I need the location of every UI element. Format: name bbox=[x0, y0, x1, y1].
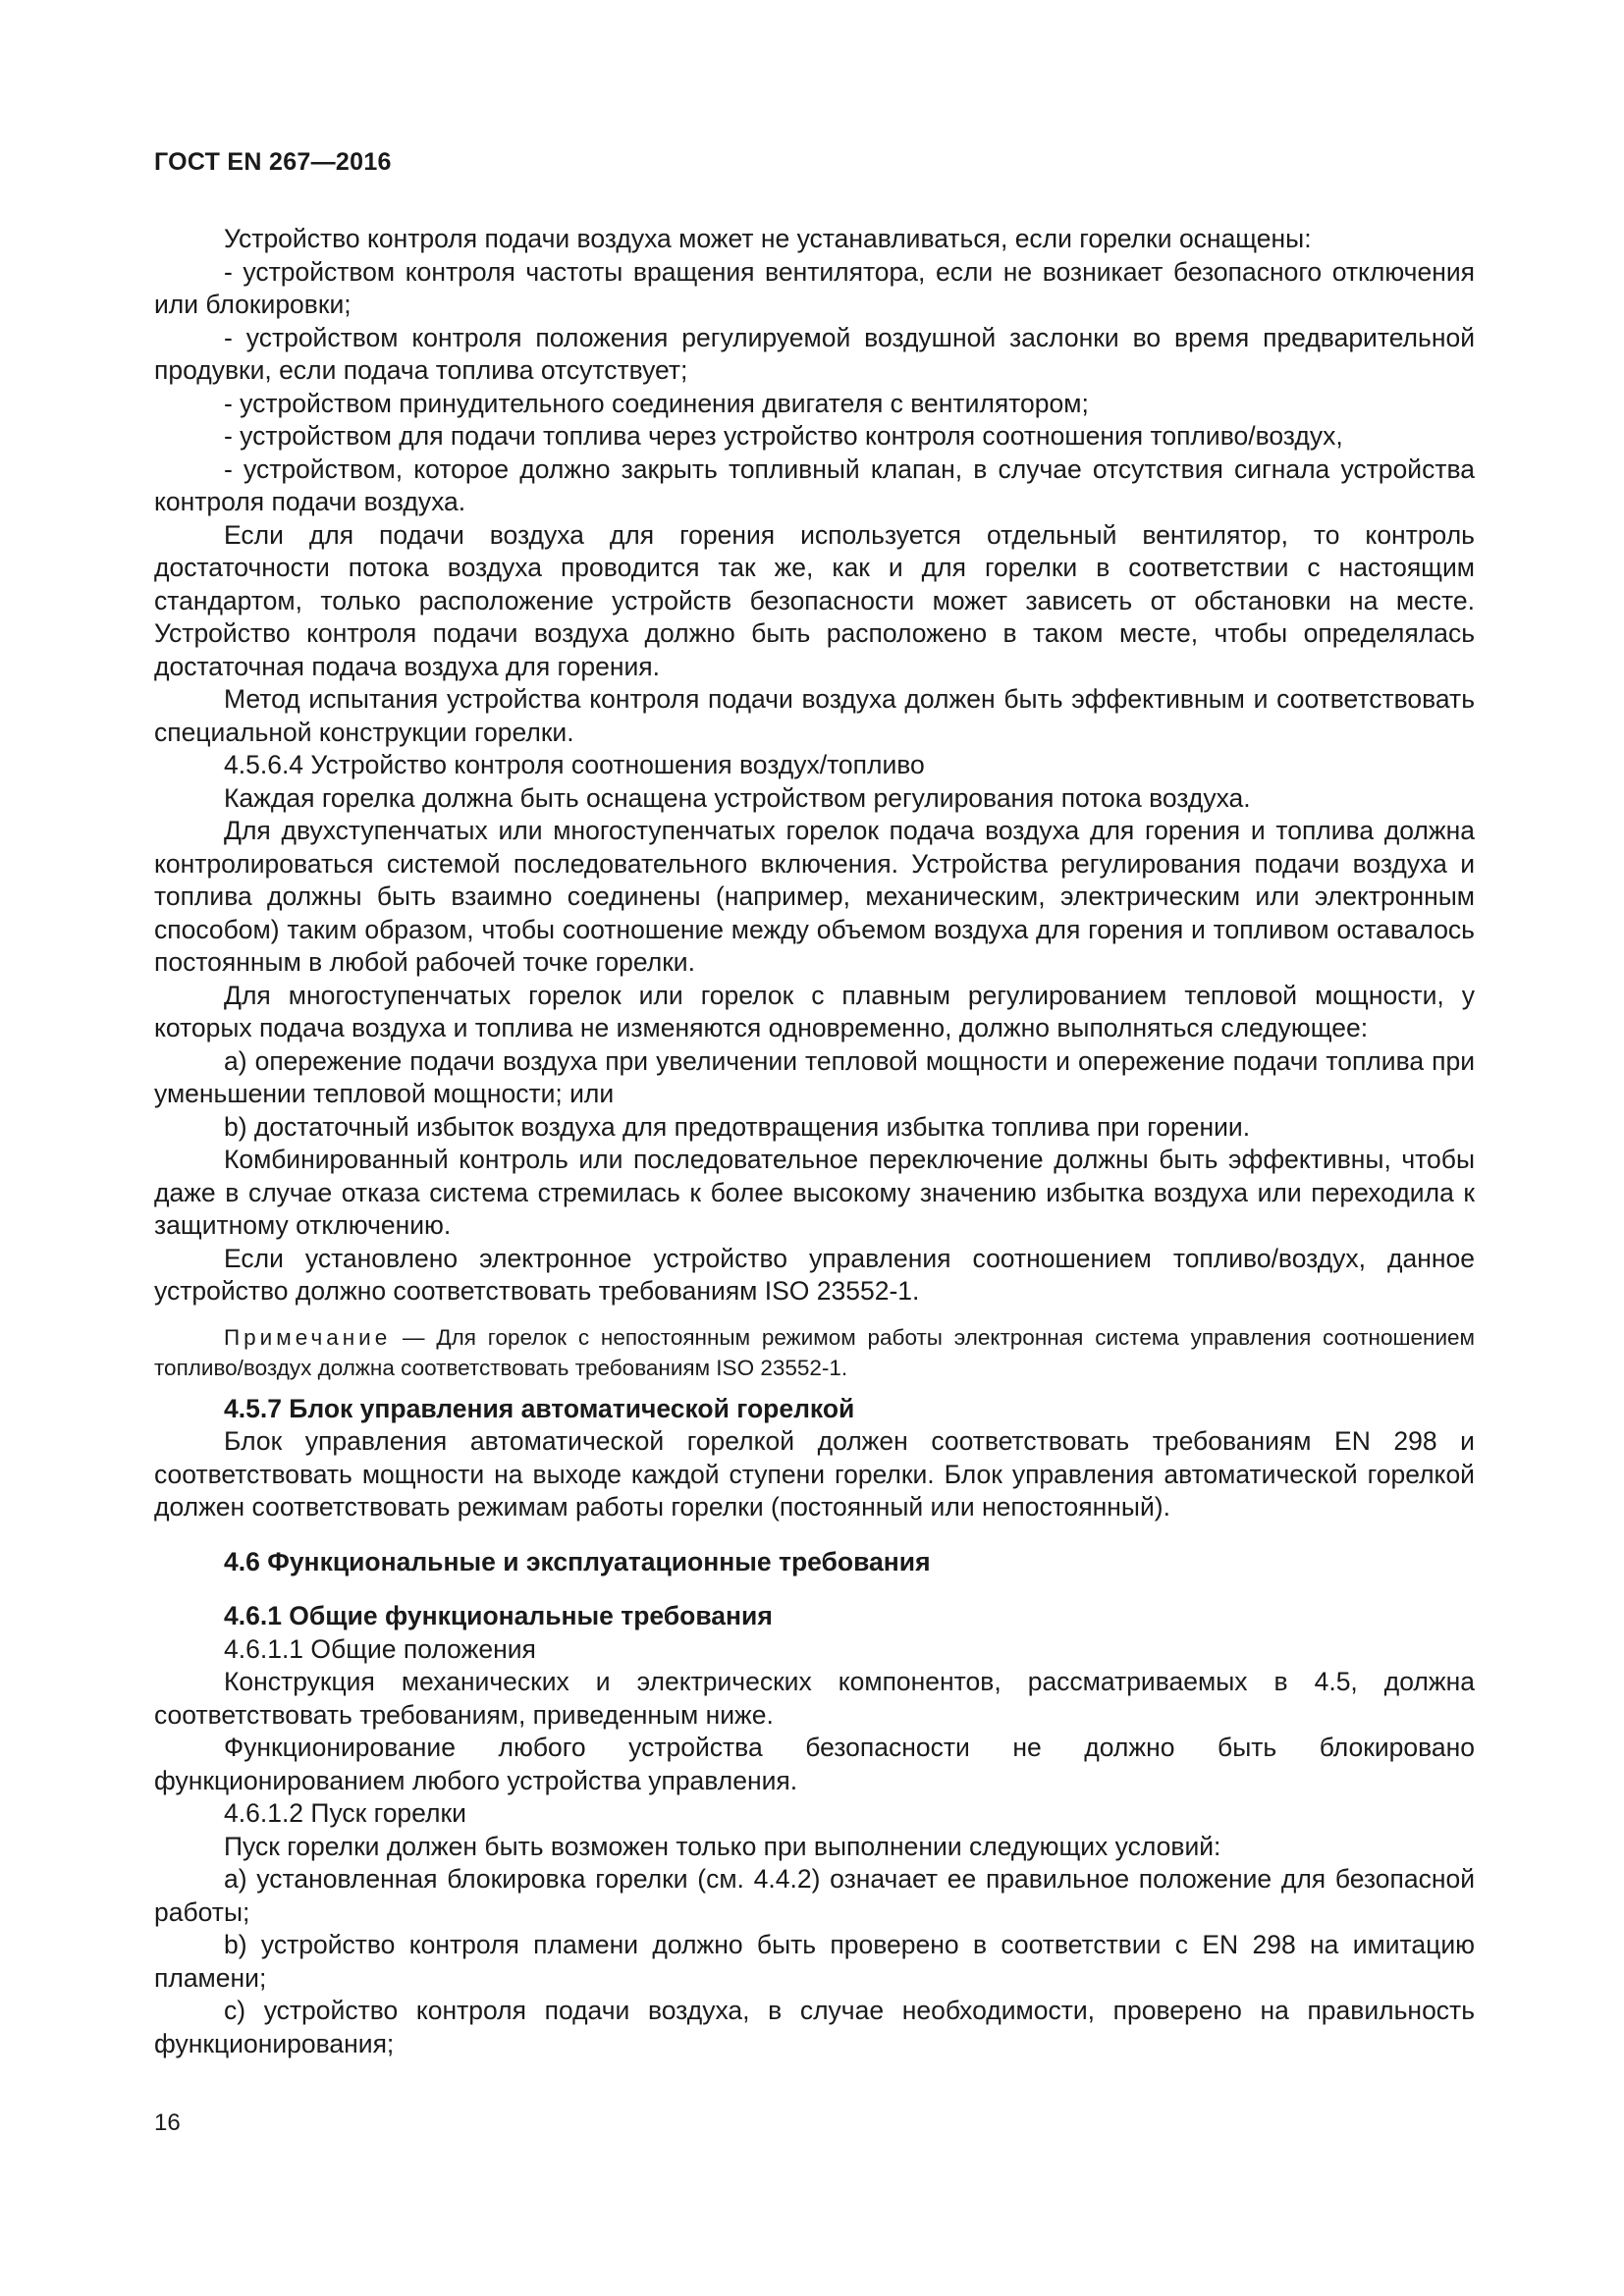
paragraph: Конструкция механических и электрических компонентов, рассматриваемых в 4.5, должна соответствовать требованиям, приведенным ниже. bbox=[154, 1667, 1475, 1730]
paragraph: Для двухступенчатых или многоступенчатых горелок подача воздуха для горения и топлива должна контролироваться системой последовательного включения. Устройства регулирования подачи воздуха и топлива должны быть взаимно соединены (например, механическим, электрическим или электронным способом) таким образом, чтобы соотношение между объемом воздуха для горения и топливом оставалось постоянным в любой рабочей точке горелки. bbox=[154, 816, 1475, 977]
paragraph: Комбинированный контроль или последовательное переключение должны быть эффективны, чтобы даже в случае отказа система стремилась к более высокому значению избытка воздуха или переходила к защитному отключению. bbox=[154, 1145, 1475, 1240]
section-heading: 4.6 Функциональные и эксплуатационные требования bbox=[224, 1546, 931, 1576]
clause-title: 4.6.1.1 Общие положения bbox=[224, 1633, 536, 1664]
paragraph: Метод испытания устройства контроля подачи воздуха должен быть эффективным и соответствовать специальной конструкции горелки. bbox=[154, 684, 1475, 747]
list-item: с) устройство контроля подачи воздуха, в случае необходимости, проверено на правильность функционирования; bbox=[154, 1996, 1475, 2058]
paragraph: Устройство контроля подачи воздуха может не устанавливаться, если горелки оснащены: bbox=[224, 224, 1312, 253]
clause-title: 4.5.6.4 Устройство контроля соотношения воздух/топливо bbox=[224, 750, 925, 779]
list-item: а) опережение подачи воздуха при увеличении тепловой мощности и опережение подачи топлива при уменьшении тепловой мощности; или bbox=[154, 1045, 1475, 1108]
paragraph: Для многоступенчатых горелок или горелок с плавным регулированием тепловой мощности, у которых подача воздуха и топлива не изменяются одновременно, должно выполняться следующее: bbox=[154, 980, 1475, 1042]
list-item: b) устройство контроля пламени должно быть проверено в соответствии с EN 298 на имитацию пламени; bbox=[154, 1930, 1475, 1993]
document-header: ГОСТ EN 267—2016 bbox=[154, 148, 392, 176]
note-label: Примечание bbox=[224, 1324, 392, 1350]
note-text: — Для горелок с непостоянным режимом работы электронная система управления соотношением топливо/воздух должна соответствовать требованиям ISO 23552-1. bbox=[154, 1324, 1475, 1380]
list-item: b) достаточный избыток воздуха для предотвращения избытка топлива при горении. bbox=[224, 1111, 1251, 1142]
list-item: - устройством контроля частоты вращения вентилятора, если не возникает безопасного отключения или блокировки; bbox=[154, 256, 1475, 319]
paragraph: Блок управления автоматической горелкой должен соответствовать требованиям EN 298 и соответствовать мощности на выходе каждой ступени горелки. Блок управления автоматической горелкой должен соответствовать режимам работы горелки (постоянный или непостоянный). bbox=[154, 1426, 1475, 1522]
subsection-heading: 4.6.1 Общие функциональные требования bbox=[224, 1601, 773, 1630]
list-item: - устройством принудительного соединения двигателя с вентилятором; bbox=[224, 388, 1089, 418]
list-item: - устройством контроля положения регулируемой воздушной заслонки во время предварительной продувки, если подача топлива отсутствует; bbox=[154, 322, 1475, 385]
paragraph: Каждая горелка должна быть оснащена устройством регулирования потока воздуха. bbox=[224, 782, 1251, 813]
list-item: - устройством, которое должно закрыть топливный клапан, в случае отсутствия сигнала устройства контроля подачи воздуха. bbox=[154, 454, 1475, 516]
list-item: - устройством для подачи топлива через устройство контроля соотношения топливо/воздух, bbox=[224, 421, 1343, 451]
list-item: а) установленная блокировка горелки (см. 4.4.2) означает ее правильное положение для безопасной работы; bbox=[154, 1864, 1475, 1927]
clause-title: 4.6.1.2 Пуск горелки bbox=[224, 1798, 466, 1828]
paragraph: Пуск горелки должен быть возможен только при выполнении следующих условий: bbox=[224, 1831, 1221, 1861]
page-body bbox=[154, 223, 1475, 2060]
page-number: 16 bbox=[154, 2109, 181, 2136]
paragraph: Функционирование любого устройства безопасности не должно быть блокировано функционированием любого устройства управления. bbox=[154, 1733, 1475, 1795]
paragraph: Если для подачи воздуха для горения используется отдельный вентилятор, то контроль достаточности потока воздуха проводится так же, как и для горелки в соответствии с настоящим стандартом, только расположение устройств безопасности может зависеть от обстановки на месте. Устройство контроля подачи воздуха должно быть расположено в таком месте, чтобы определялась достаточная подача воздуха для горения. bbox=[154, 519, 1475, 681]
note bbox=[154, 1322, 1475, 1383]
paragraph: Если установлено электронное устройство управления соотношением топливо/воздух, данное устройство должно соответствовать требованиям ISO 23552-1. bbox=[154, 1243, 1475, 1306]
section-heading: 4.5.7 Блок управления автоматической горелкой bbox=[224, 1393, 855, 1423]
